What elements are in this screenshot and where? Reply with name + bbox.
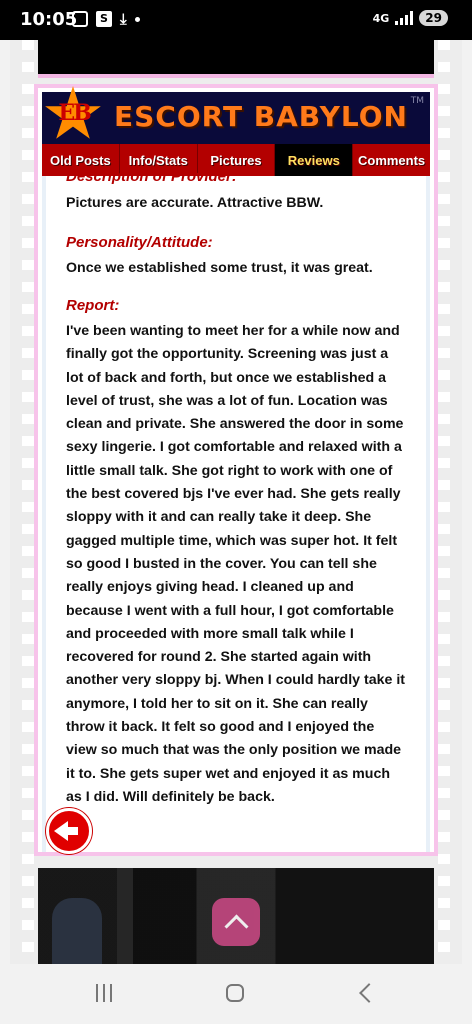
personality-text: Once we established some trust, it was great. [66, 260, 373, 276]
description-text: Pictures are accurate. Attractive BBW. [66, 195, 324, 211]
notification-icons [72, 10, 140, 28]
signal-icon [395, 11, 413, 25]
report-label: Report: [66, 297, 120, 314]
nav-pictures[interactable]: Pictures [198, 144, 276, 176]
site-title: ESCORT BABYLON [114, 100, 408, 133]
review-frame [34, 84, 438, 856]
network-type: 4G [372, 11, 390, 25]
nav-reviews[interactable]: Reviews [275, 144, 353, 176]
download-icon: ⤓ [120, 10, 127, 28]
report-text: I've been wanting to meet her for a while now and finally got the opportunity. Screening was just a lot of back and forth, but once we established a level of trust, she was a lot of fun. Location was clean and private. She answered the door in some sexy lingerie. I got comfortable and relaxed with a little small talk. She got right to work with one of the best covered bjs I've ever had. She gets really sloppy with it and can really take it deep. She gagged multiple time, which was super hot. It felt so good I busted in the cover. You can tell she really enjoys giving head. I cleaned up and because I went with a full hour, I got comfortable and proceeded with more small talk while I recovered for round 2. She started again with another very sloppy bj. When I could hardly take it anymore, I told her to sit on it. She can really throw it back. It felt so good and I enjoyed the view so much that was the only position we made it to. She gets super wet and enjoyed it as much as I did. Will definitely be back. [66, 323, 405, 805]
content-border-left [42, 176, 46, 852]
nav-comments[interactable]: Comments [357, 152, 426, 168]
previous-frame [38, 40, 434, 78]
status-bar [0, 0, 472, 40]
more-notifications-icon [135, 17, 140, 22]
status-time: 10:05 [20, 9, 78, 30]
film-perforations-left [22, 40, 34, 964]
logo-text: EB [58, 100, 90, 126]
system-icons [373, 10, 448, 26]
content-border-right [426, 176, 430, 852]
screenshot-icon [72, 11, 88, 27]
back-arrow-icon [54, 821, 68, 841]
nav-info-stats[interactable]: Info/Stats [120, 144, 198, 176]
back-button[interactable] [46, 808, 92, 854]
back-arrow-stem [68, 827, 78, 835]
system-nav-bar [0, 964, 472, 1024]
nav-old-posts[interactable]: Old Posts [42, 144, 120, 176]
battery-level: 29 [419, 10, 448, 26]
scroll-to-top-button[interactable] [212, 898, 260, 946]
home-button[interactable] [226, 984, 244, 1002]
system-back-button[interactable] [359, 983, 379, 1003]
description-label: Description of Provider: [66, 168, 237, 185]
chevron-up-icon [224, 914, 248, 938]
photo-figure [52, 898, 102, 964]
trademark: TM [410, 96, 424, 106]
site-header [42, 92, 430, 144]
app-s-icon: S [96, 11, 112, 27]
recent-apps-button[interactable] [96, 984, 114, 1002]
personality-label: Personality/Attitude: [66, 234, 213, 251]
film-perforations-right [438, 40, 450, 964]
eb-logo[interactable] [44, 86, 102, 144]
